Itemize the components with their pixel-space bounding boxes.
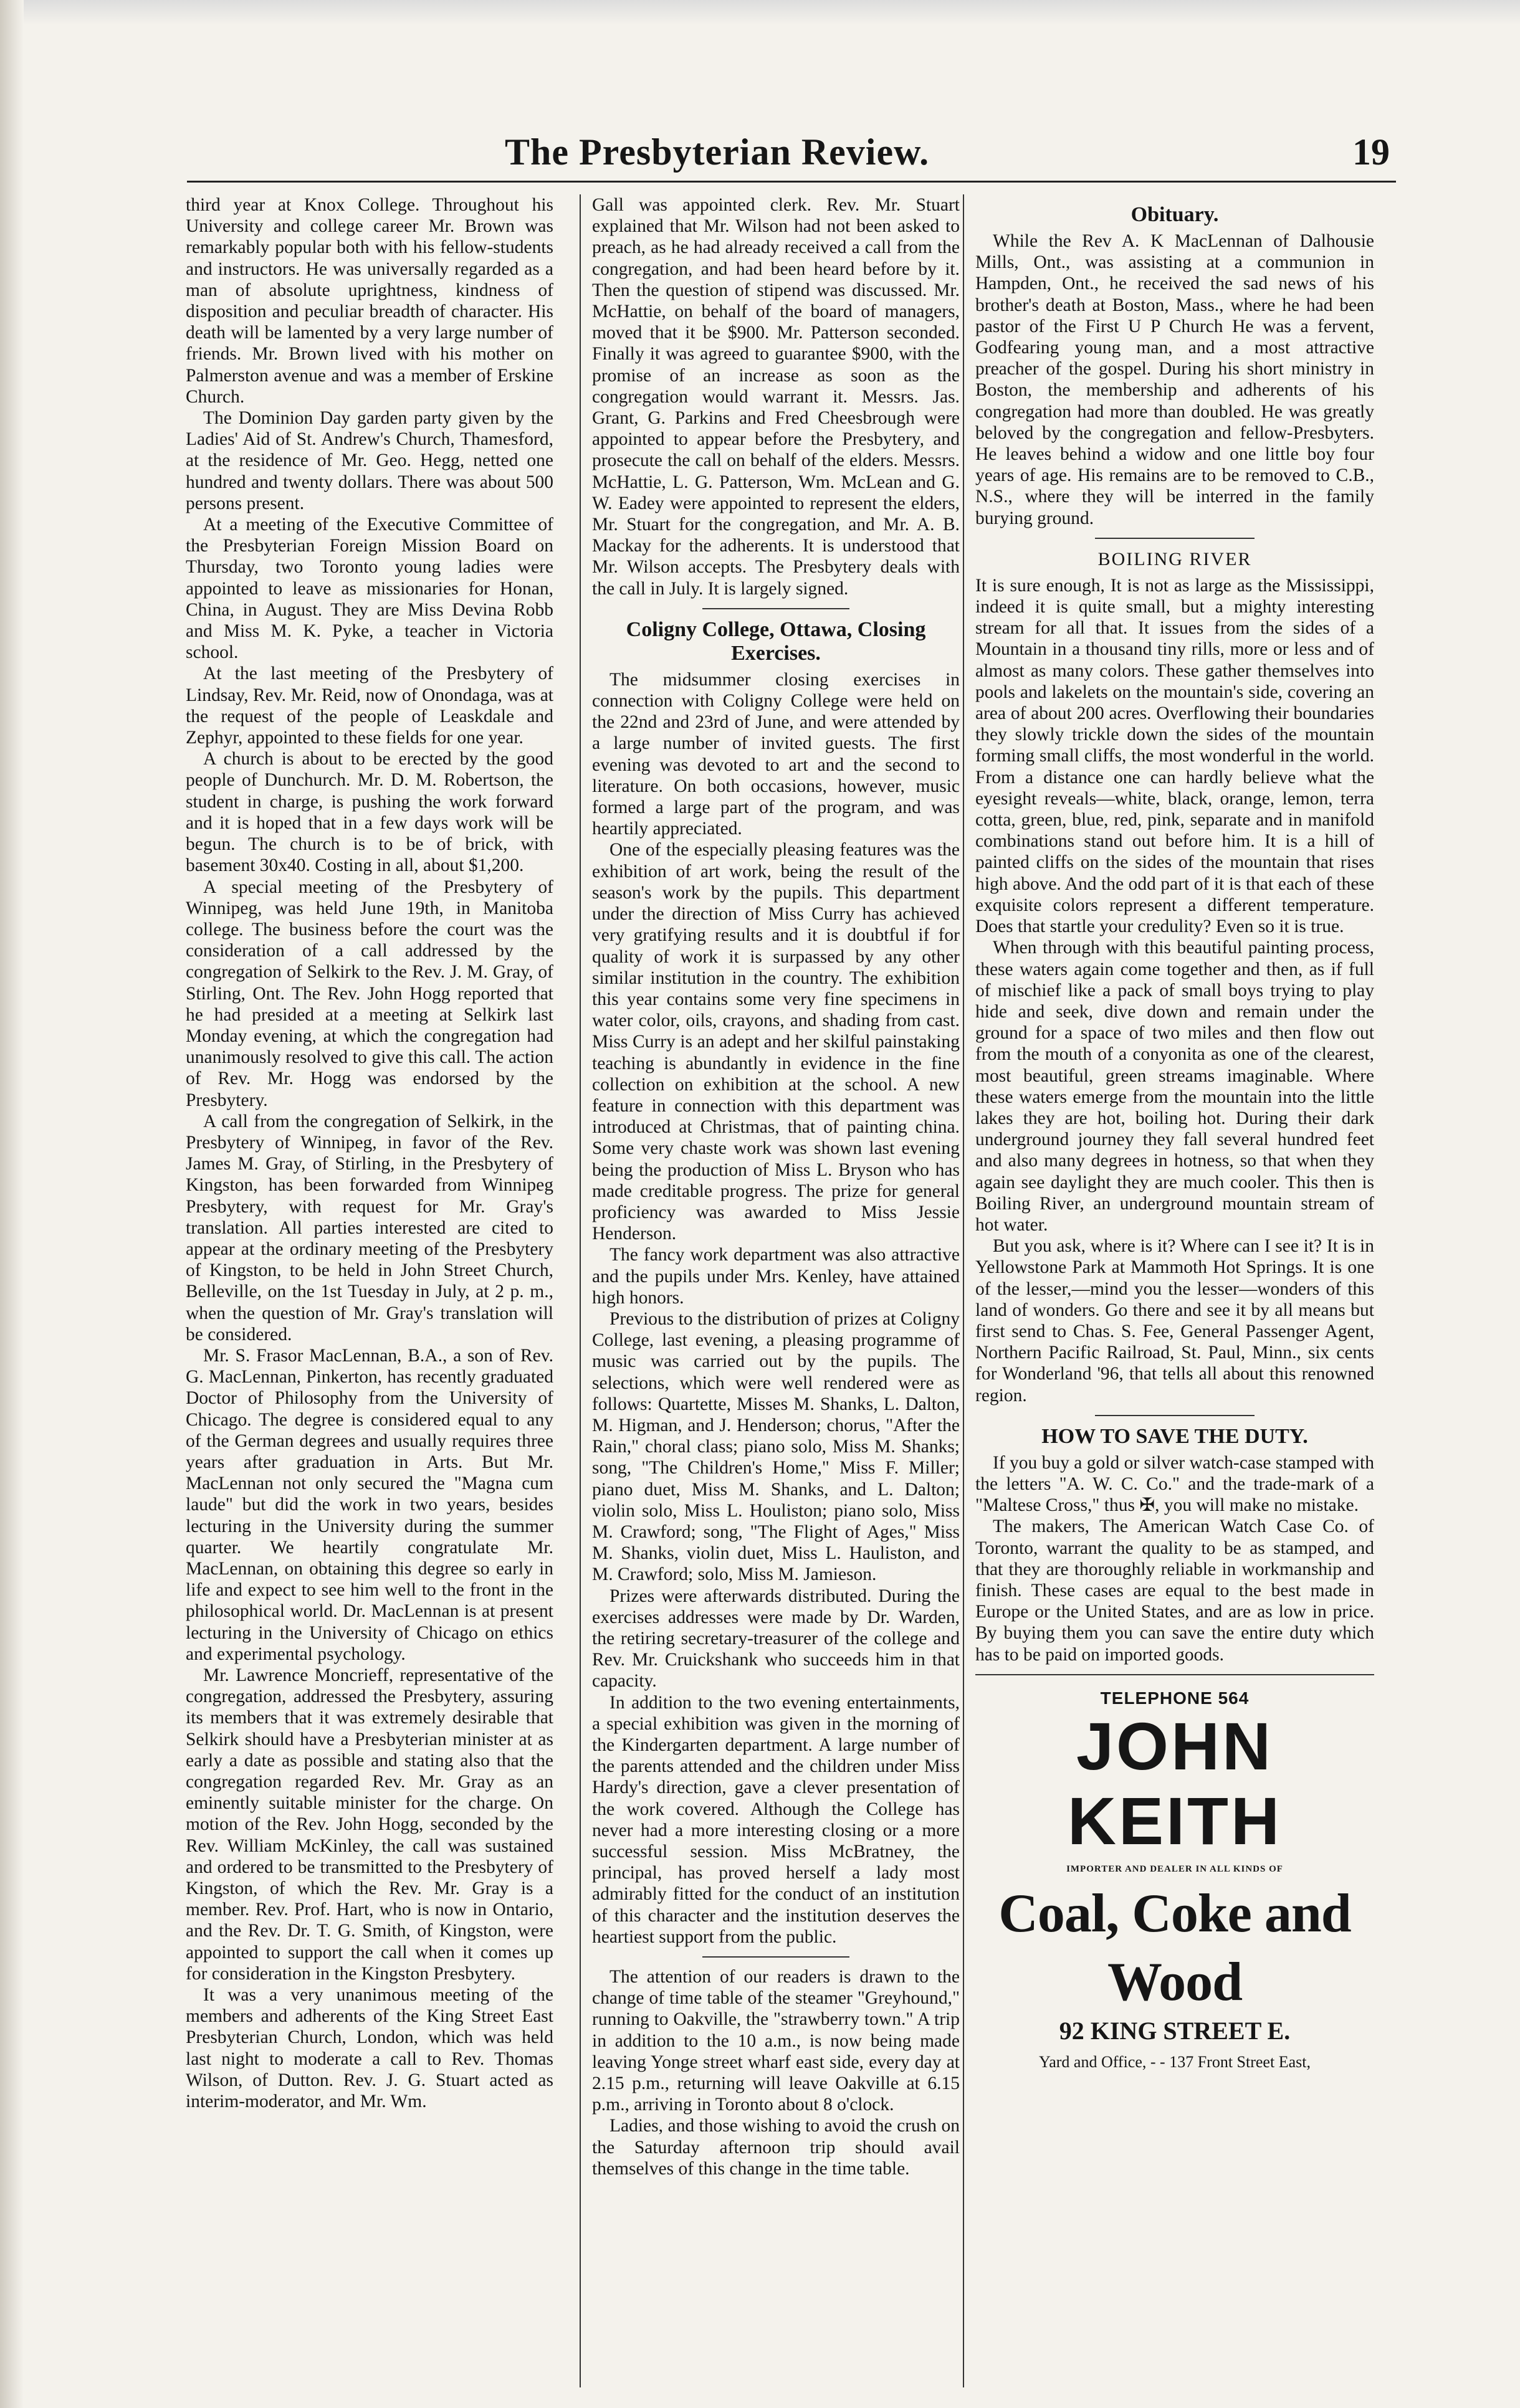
article-paragraph: At a meeting of the Executive Committee of the Presbyterian Foreign Mission Board on Thursday, two Toronto young ladies were appointed to leave as missionaries for Honan, China, in August. They are Miss Devina Robb and Miss M. K. Pyke, a teacher in Victoria school. <box>186 515 553 663</box>
article-paragraph: A special meeting of the Presbytery of Winnipeg, was held June 19th, in Manitoba college. The business before the court was the consideration of a call addressed by the congregation of Selkirk to the Rev. J. M. Gray, of Stirling, Ont. The Rev. John Hogg reported that he had presided at a meeting at Selkirk last Monday evening, at which the congregation had unanimously resolved to give this call. The action of Rev. Mr. Hogg was endorsed by the Presbytery. <box>186 877 553 1110</box>
article-paragraph: Gall was appointed clerk. Rev. Mr. Stuart explained that Mr. Wilson had not been asked to preach, as he had already received a call from the congregation, and had been heard before by it. Then the question of stipend was discussed. Mr. McHattie, on behalf of the board of managers, moved that it be $900. Mr. Patterson seconded. Finally it was agreed to guarantee $900, with the promise of an increase as soon as the congregation would warrant it. Messrs. Jas. Grant, G. Parkins and Fred Cheesbrough were appointed to appear before the Presbytery, and prosecute the call on behalf of the elders. Messrs. McHattie, L. G. Patterson, Wm. McLean and G. W. Eadey were appointed to represent the elders, Mr. Stuart for the congregation, and Mr. A. B. Mackay for the adherents. It is understood that Mr. Wilson accepts. The Presbytery deals with the call in July. It is largely signed. <box>592 195 960 599</box>
article-paragraph: The midsummer closing exercises in connection with Coligny College were held on the 22nd and 23rd of June, and were attended by a large number of invited guests. The first evening was devoted to art and the second to literature. On both occasions, however, music formed a large part of the program, and was heartily appreciated. <box>592 669 960 839</box>
advert-name: JOHN KEITH <box>1068 1708 1282 1858</box>
publication-title: The Presbyterian Review. <box>505 131 930 173</box>
article-paragraph: A church is about to be erected by the good people of Dunchurch. Mr. D. M. Robertson, the student in charge, is pushing the work forward and it is hoped that in a few days work will be begun. The church is to be of brick, with basement 30x40. Costing in all, about $1,200. <box>186 749 553 876</box>
article-paragraph: A call from the congregation of Selkirk, in the Presbytery of Winnipeg, in favor of the Rev. James M. Gray, of Stirling, in the Presbytery of Kingston, has been forwarded from Winnipeg Presbytery, with request for Mr. Gray's translation. All parties interested are cited to appear at the ordinary meeting of the Presbytery of Kingston, to be held in John Street Church, Belleville, on the 1st Tuesday in July, at 2 p. m., when the question of Mr. Gray's translation will be considered. <box>186 1111 553 1344</box>
article-paragraph: The Dominion Day garden party given by the Ladies' Aid of St. Andrew's Church, Thamesford, at the residence of Mr. Geo. Hegg, netted one hundred and twenty dollars. There was about 500 persons present. <box>186 408 553 513</box>
notice-paragraph: Ladies, and those wishing to avoid the crush on the Saturday afternoon trip should avail themselves of this change in the time table. <box>592 2116 960 2179</box>
duty-heading: HOW TO SAVE THE DUTY. <box>1041 1424 1308 1448</box>
column-2 <box>580 194 960 2387</box>
boiling-river-heading: BOILING RIVER <box>1097 548 1252 569</box>
article-paragraph: At the last meeting of the Presbytery of Lindsay, Rev. Mr. Reid, now of Onondaga, was at the request of the people of Leaskdale and Zephyr, appointed to these fields for one year. <box>186 664 553 748</box>
coligny-heading: Coligny College, Ottawa, Closing Exercises. <box>626 617 926 665</box>
scan-top-edge <box>0 0 1520 25</box>
notice-paragraph: The attention of our readers is drawn to the change of time table of the steamer "Greyhound," running to Oakville, the "strawberry town." A trip in addition to the 10 a.m., is now being made leaving Yonge street wharf east side, every day at 2.15 p.m., returning will leave Oakville at 6.15 p.m., arriving in Toronto about 8 o'clock. <box>592 1967 960 2115</box>
obituary-heading: Obituary. <box>1130 203 1219 226</box>
article-paragraph: In addition to the two evening entertainments, a special exhibition was given in the morning of the Kindergarten department. A large number of the parents attended and the children under Miss Hardy's direction, gave a clever presentation of the work covered. Although the College has never had a more interesting closing or a more successful session. Miss McBratney, the principal, has proved herself a lady most admirably fitted for the conduct of an institution of this character and the institution deserves the heartiest support from the public. <box>592 1692 960 1947</box>
article-paragraph: When through with this beautiful painting process, these waters again come together and then, as if full of mischief like a pack of small boys trying to play hide and seek, dive down and remain under the ground for a space of two miles and then flow out from the mouth of a conyonita as one of the clearest, most beautiful, green streams imaginable. Where these waters emerge from the mountain into the little lakes they are hot, boiling hot. During their dark underground journey they fall several hundred feet and also many degrees in hotness, so that when they again see daylight they are much cooler. This then is Boiling River, an underground mountain stream of hot water. <box>975 938 1374 1235</box>
advert-address: 92 KING STREET E. <box>1059 2017 1291 2045</box>
article-paragraph: It was a very unanimous meeting of the members and adherents of the King Street East Presbyterian Church, London, which was held last night to moderate a call to Rev. Thomas Wilson, of Dutton. Rev. J. G. Stuart acted as interim-moderator, and Mr. Wm. <box>186 1985 553 2112</box>
advert-footer: Yard and Office, - - 137 Front Street East, <box>1039 2053 1311 2072</box>
divider <box>975 1674 1374 1675</box>
advert-paragraph: If you buy a gold or silver watch-case stamped with the letters "A. W. C. Co." and the trade-mark of a "Maltese Cross," thus ✠, you will make no mistake. <box>975 1452 1374 1516</box>
advert-telephone: TELEPHONE 564 <box>1100 1688 1250 1708</box>
divider <box>1095 1415 1255 1416</box>
article-paragraph: Previous to the distribution of prizes at Coligny College, last evening, a pleasing programme of music was carried out by the pupils. The selections, which were well rendered were as follows: Quartette, Misses M. Shanks, L. Dalton, M. Higman, and J. Henderson; chorus, "After the Rain," choral class; piano solo, Miss M. Shanks; song, "The Children's Home," Miss F. Miller; piano duet, Miss M. Shanks, and L. Dalton; violin solo, Miss L. Houliston; piano solo, Miss M. Crawford; song, "The Flight of Ages," Miss M. Shanks, violin duet, Miss L. Hauliston, and M. Crawford; solo, Miss M. Jamieson. <box>592 1308 960 1585</box>
divider <box>1095 538 1255 539</box>
article-paragraph: It is sure enough, It is not as large as the Mississippi, indeed it is quite small, but a mighty interesting stream for all that. It issues from the sides of a Mountain in a thousand tiny rills, more or less and of almost as many colors. These gather themselves into pools and lakelets on the mountain's side, covering an area of about 200 acres. Overflowing their boundaries they slowly trickle down the sides of the mountain forming small cliffs, the most wonderful in the world. From a distance one can hardly believe what the eyesight reveals—white, black, orange, lemon, terra cotta, green, blue, red, pink, separate and in manifold combinations stand out before him. It is a hill of painted cliffs on the sides of the mountain that rises high above. And the odd part of it is that each of these exquisite colors represent a different temperature. Does that startle your credulity? Even so it is true. <box>975 575 1374 937</box>
column-3 <box>963 194 1374 2387</box>
article-paragraph: Mr. Lawrence Moncrieff, representative of the congregation, addressed the Presbytery, assuring its members that it was extremely desirable that Selkirk should have a Presbyterian minister at as early a date as possible and stating also that the congregation regarded Rev. Mr. Gray as an eminently suitable minister for the charge. On motion of the Rev. John Hogg, seconded by the Rev. William McKinley, the call was sustained and ordered to be transmitted to the Presbytery of Kingston, of which the Rev. Mr. Gray is a member. Rev. Prof. Hart, who is now in Ontario, and the Rev. Dr. T. G. Smith, of Kingston, were appointed to support the call when it comes up for consideration in the Kingston Presbytery. <box>186 1665 553 1984</box>
scan-left-edge <box>0 0 24 2408</box>
advert-subtitle: IMPORTER AND DEALER IN ALL KINDS OF <box>1066 1864 1283 1874</box>
page-number: 19 <box>1352 131 1390 173</box>
obituary-text: While the Rev A. K MacLennan of Dalhousie Mills, Ont., was assisting at a communion in Hampden, Ont., he received the sad news of his brother's death at Boston, Mass., where he had been pastor of the First U P Church He was a fervent, Godfearing young man, and a most attractive preacher of the gospel. During his short ministry in Boston, the membership and adherents of his congregation had more than doubled. He was greatly beloved by the congregation and fellow-Presbyters. He leaves behind a widow and one little boy four years of age. His remains are to be removed to C.B., N.S., where they will be interred in the family burying ground. <box>975 231 1374 528</box>
advert-goods: Coal, Coke and Wood <box>998 1883 1351 2013</box>
article-paragraph: Mr. S. Frasor MacLennan, B.A., a son of Rev. G. MacLennan, Pinkerton, has recently graduated Doctor of Philosophy from the University of Chicago. The degree is considered equal to any of the German degrees and usually requires three years after graduation in Arts. But Mr. MacLennan not only secured the "Magna cum laude" but did the work in two years, besides lecturing in the University during the summer quarter. We heartily congratulate Mr. MacLennan, on obtaining this degree so early in life and expect to see him well to the front in the philosophical world. Dr. MacLennan is at present lecturing in the University of Chicago on ethics and experimental psychology. <box>186 1345 553 1664</box>
article-paragraph: But you ask, where is it? Where can I see it? It is in Yellowstone Park at Mammoth Hot Springs. It is one of the lesser,—mind you the lesser—wonders of this land of wonders. Go there and see it by all means but first send to Chas. S. Fee, General Passenger Agent, Northern Pacific Railroad, St. Paul, Minn., six cents for Wonderland '96, that tells all about this renowned region. <box>975 1236 1374 1406</box>
divider <box>702 608 849 609</box>
masthead <box>187 131 1396 183</box>
article-paragraph: third year at Knox College. Throughout his University and college career Mr. Brown was remarkably popular both with his fellow-students and instructors. He was universally regarded as a man of absolute uprightness, kindness of disposition and peculiar breadth of character. His death will be lamented by a very large number of friends. Mr. Brown lived with his mother on Palmerston avenue and was a member of Erskine Church. <box>186 195 553 407</box>
article-paragraph: Prizes were afterwards distributed. During the exercises addresses were made by Dr. Warden, the retiring secretary-treasurer of the college and Rev. Mr. Cruickshank who succeeds him in that capacity. <box>592 1586 960 1692</box>
article-paragraph: One of the especially pleasing features was the exhibition of art work, being the result of the season's work by the pupils. This department under the direction of Miss Curry has achieved very gratifying results and it is doubtful if for quality of work it is surpassed by any other similar institution in the country. The exhibition this year contains some very fine specimens in water color, oils, crayons, and shading from cast. Miss Curry is an adept and her skilful painstaking teaching is abundantly in evidence in the fine collection on exhibition at the school. A new feature in connection with this department was introduced at Christmas, that of painting china. Some very chaste work was shown last evening being the production of Miss L. Bryson who has made creditable progress. The prize for general proficiency was awarded to Miss Jessie Henderson. <box>592 840 960 1244</box>
article-paragraph: The fancy work department was also attractive and the pupils under Mrs. Kenley, have attained high honors. <box>592 1245 960 1308</box>
advert-paragraph: The makers, The American Watch Case Co. of Toronto, warrant the quality to be as stamped, and that they are thoroughly reliable in workmanship and finish. These cases are equal to the best made in Europe or the United States, and are as low in price. By buying them you can save the entire duty which has to be paid on imported goods. <box>975 1516 1374 1665</box>
divider <box>702 1956 849 1958</box>
column-1 <box>186 194 553 2387</box>
